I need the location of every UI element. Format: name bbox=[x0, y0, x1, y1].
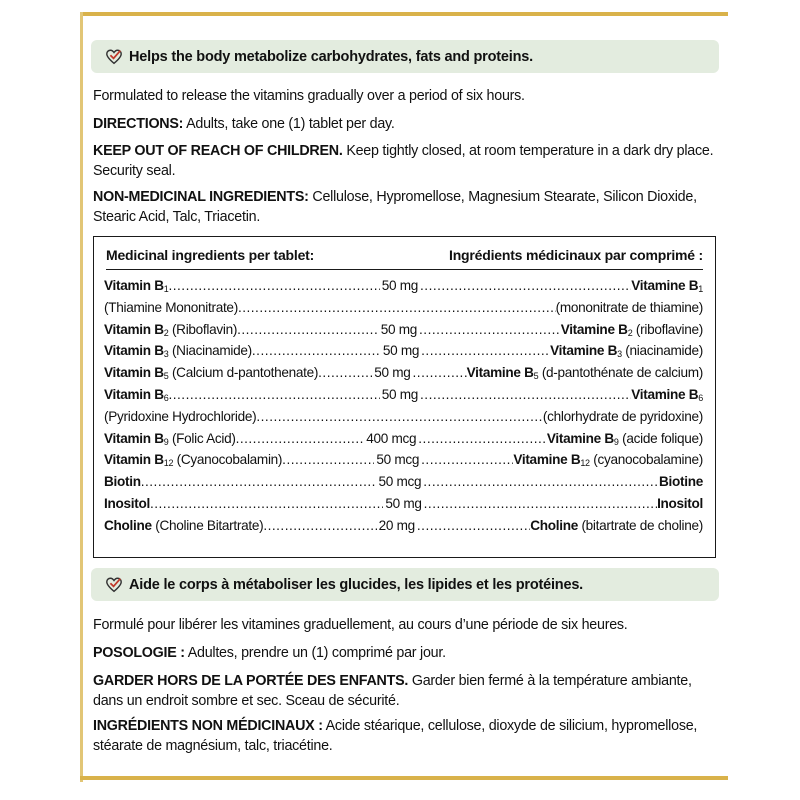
leader-dots bbox=[413, 365, 467, 380]
leader-dots bbox=[168, 278, 379, 293]
ingredient-fr bbox=[467, 365, 703, 380]
directions-label: DIRECTIONS: bbox=[93, 116, 184, 132]
leader-dots bbox=[421, 343, 550, 358]
ingredient-source-en: (Calcium d-pantothenate) bbox=[168, 365, 319, 381]
table-row bbox=[104, 518, 703, 533]
ingredient-en bbox=[104, 387, 168, 402]
subscript: 9 bbox=[613, 436, 619, 447]
ingredient-source-en: (Choline Bitartrate) bbox=[151, 517, 264, 533]
table-header-en: Medicinal ingredients per tablet: bbox=[106, 247, 315, 263]
check-heart-icon bbox=[105, 48, 123, 66]
table-header-fr: Ingrédients médicinaux par comprimé : bbox=[449, 247, 703, 263]
leader-dots bbox=[424, 496, 657, 511]
subscript: 2 bbox=[627, 327, 633, 338]
dose-amount: 50 mg bbox=[380, 321, 418, 337]
check-heart-icon bbox=[105, 576, 123, 594]
ingredient-source-fr: (riboflavine) bbox=[632, 321, 704, 337]
directions-text: Adults, take one (1) tablet per day. bbox=[183, 116, 395, 132]
posologie-fr bbox=[93, 643, 718, 663]
leader-dots bbox=[252, 343, 381, 358]
ingredient-en bbox=[104, 452, 282, 467]
leader-dots bbox=[318, 365, 372, 380]
ingredient-name-en: Vitamin B bbox=[104, 430, 164, 446]
leader-dots bbox=[282, 452, 374, 467]
ingredient-source-fr: (acide folique) bbox=[618, 430, 704, 446]
table-row bbox=[104, 474, 703, 489]
ingredient-fr bbox=[547, 431, 703, 446]
ingredient-source-fr: (mononitrate de thiamine) bbox=[555, 299, 703, 315]
ingredient-fr bbox=[530, 518, 703, 533]
leader-dots bbox=[420, 278, 631, 293]
dose-amount: 50 mg bbox=[374, 365, 411, 381]
subscript: 6 bbox=[163, 393, 169, 403]
ingredient-name-en: Inositol bbox=[104, 496, 150, 511]
ingredient-name-en: Vitamin B bbox=[104, 452, 164, 468]
subscript: 6 bbox=[698, 393, 704, 403]
ingredient-en bbox=[104, 409, 256, 424]
frame-top-border bbox=[80, 12, 728, 16]
ingredient-source-en: (Pyridoxine Hydrochloride) bbox=[104, 408, 257, 424]
ingredient-en bbox=[104, 518, 263, 533]
table-row bbox=[104, 278, 703, 293]
leader-dots bbox=[420, 387, 631, 402]
ingredient-name-en: Vitamin B bbox=[104, 365, 164, 381]
ingredient-source-fr: (niacinamide) bbox=[621, 343, 704, 359]
ingredient-name-en: Choline bbox=[104, 517, 152, 533]
leader-dots bbox=[418, 431, 547, 446]
banner-text-en: Helps the body metabolize carbohydrates, fats and proteins. bbox=[129, 48, 533, 65]
ingredient-name-fr: Biotine bbox=[659, 474, 703, 490]
subscript: 3 bbox=[617, 349, 622, 360]
ingredient-en bbox=[104, 322, 237, 337]
keep-out-text: Keep tightly closed, at room temperature in a dark dry place. Security seal. bbox=[93, 143, 714, 179]
ingredient-source-fr: (bitartrate de choline) bbox=[577, 517, 703, 533]
ingredient-source-en: (Cyanocobalamin) bbox=[173, 452, 283, 468]
leader-dots bbox=[417, 518, 530, 533]
frame-left-border bbox=[80, 12, 83, 782]
benefit-banner-en bbox=[91, 40, 719, 73]
dose-amount: 50 mg bbox=[382, 343, 420, 359]
nonmedicinal-en bbox=[93, 187, 718, 227]
leader-dots bbox=[141, 474, 377, 489]
ingredient-fr bbox=[513, 452, 703, 467]
ingredient-name-fr: Choline bbox=[530, 517, 578, 533]
ingredient-fr bbox=[657, 496, 703, 511]
subscript: 9 bbox=[163, 436, 169, 447]
dose-amount: 50 mcg bbox=[378, 474, 422, 490]
dose-amount: 50 mg bbox=[385, 496, 422, 511]
table-row bbox=[104, 431, 703, 446]
ingredient-source-en: (Thiamine Mononitrate) bbox=[104, 299, 238, 315]
subscript: 12 bbox=[580, 458, 590, 469]
nonmedicinal-label-fr: INGRÉDIENTS NON MÉDICINAUX : bbox=[93, 718, 323, 734]
table-row bbox=[104, 452, 703, 467]
ingredient-en bbox=[104, 474, 141, 489]
table-header bbox=[106, 247, 703, 263]
ingredient-fr bbox=[543, 409, 703, 424]
ingredient-fr bbox=[556, 300, 703, 315]
keep-out-text-fr: Garder bien fermé à la température ambiante, dans un endroit sombre et sec. Sceau de sécurité. bbox=[93, 673, 692, 709]
ingredient-name-fr: Vitamine B bbox=[513, 452, 581, 468]
ingredient-name-fr: Vitamine B bbox=[546, 430, 614, 446]
posologie-text: Adultes, prendre un (1) comprimé par jour. bbox=[184, 645, 446, 661]
ingredient-en bbox=[104, 365, 318, 380]
ingredient-source-fr: (cyanocobalamine) bbox=[589, 452, 703, 468]
leader-dots bbox=[168, 387, 379, 402]
ingredient-name-fr: Vitamine B bbox=[631, 278, 699, 293]
ingredient-source-fr: (d-pantothénate de calcium) bbox=[538, 365, 703, 381]
subscript: 2 bbox=[163, 327, 169, 338]
dose-amount: 50 mg bbox=[381, 278, 419, 293]
dose-amount: 20 mg bbox=[378, 517, 415, 533]
nonmedicinal-text-fr: Acide stéarique, cellulose, dioxyde de silicium, hypromellose, stéarate de magnésium, talc, triacétine. bbox=[93, 718, 698, 754]
ingredient-fr bbox=[631, 387, 703, 402]
ingredient-en bbox=[104, 496, 150, 511]
subscript: 1 bbox=[698, 284, 704, 294]
keep-out-en bbox=[93, 141, 718, 181]
keep-out-fr bbox=[93, 671, 718, 711]
release-text-en: Formulated to release the vitamins gradually over a period of six hours. bbox=[93, 88, 525, 104]
ingredient-en bbox=[104, 343, 252, 358]
leader-dots bbox=[423, 474, 659, 489]
subscript: 12 bbox=[163, 458, 174, 469]
ingredient-name-fr: Vitamine B bbox=[560, 321, 628, 337]
subscript: 3 bbox=[163, 349, 169, 360]
subscript: 5 bbox=[163, 371, 169, 382]
ingredient-source-fr: (chlorhydrate de pyridoxine) bbox=[542, 408, 703, 424]
ingredient-fr bbox=[550, 343, 703, 358]
release-text-fr: Formulé pour libérer les vitamines graduellement, au cours d’une période de six heures. bbox=[93, 617, 628, 633]
leader-dots bbox=[256, 409, 543, 424]
ingredient-name-en: Vitamin B bbox=[104, 278, 164, 293]
table-row bbox=[104, 300, 703, 315]
ingredient-source-en: (Riboflavin) bbox=[168, 321, 238, 337]
benefit-banner-fr bbox=[91, 568, 719, 601]
subscript: 1 bbox=[163, 284, 169, 294]
nonmedicinal-label: NON-MEDICINAL INGREDIENTS: bbox=[93, 189, 309, 205]
nonmedicinal-text: Cellulose, Hypromellose, Magnesium Stearate, Silicon Dioxide, Stearic Acid, Talc, Triacetin. bbox=[93, 189, 697, 225]
ingredient-name-en: Vitamin B bbox=[104, 321, 164, 337]
ingredient-name-fr: Vitamine B bbox=[466, 365, 534, 381]
table-row bbox=[104, 496, 703, 511]
dose-amount: 50 mg bbox=[381, 387, 419, 402]
ingredient-en bbox=[104, 300, 238, 315]
table-row bbox=[104, 387, 703, 402]
leader-dots bbox=[236, 431, 365, 446]
banner-text-fr: Aide le corps à métaboliser les glucides, les lipides et les protéines. bbox=[129, 576, 584, 593]
subscript: 5 bbox=[533, 371, 539, 382]
leader-dots bbox=[237, 322, 379, 337]
dose-amount: 400 mcg bbox=[366, 430, 417, 446]
leader-dots bbox=[421, 452, 513, 467]
leader-dots bbox=[419, 322, 561, 337]
leader-dots bbox=[238, 300, 556, 315]
posologie-label: POSOLOGIE : bbox=[93, 645, 185, 661]
ingredient-name-fr: Vitamine B bbox=[631, 387, 699, 402]
ingredient-en bbox=[104, 278, 168, 293]
ingredient-name-fr: Inositol bbox=[657, 496, 703, 511]
dose-amount: 50 mcg bbox=[376, 452, 420, 468]
ingredient-name-fr: Vitamine B bbox=[550, 343, 618, 359]
ingredient-fr bbox=[659, 474, 703, 489]
table-row bbox=[104, 343, 703, 358]
ingredient-source-en: (Folic Acid) bbox=[168, 430, 236, 446]
ingredient-fr bbox=[561, 322, 703, 337]
leader-dots bbox=[263, 518, 376, 533]
ingredient-en bbox=[104, 431, 236, 446]
nonmedicinal-fr bbox=[93, 716, 718, 756]
ingredient-name-en: Vitamin B bbox=[104, 387, 164, 402]
ingredient-name-en: Biotin bbox=[104, 474, 141, 490]
table-row bbox=[104, 322, 703, 337]
table-header-rule bbox=[106, 269, 703, 270]
keep-out-label-fr: GARDER HORS DE LA PORTÉE DES ENFANTS. bbox=[93, 673, 409, 689]
directions-en bbox=[93, 114, 718, 134]
ingredient-fr bbox=[631, 278, 703, 293]
medicinal-ingredients-table bbox=[93, 236, 716, 558]
table-row bbox=[104, 409, 703, 424]
ingredient-source-en: (Niacinamide) bbox=[168, 343, 252, 359]
frame-bottom-border bbox=[80, 776, 728, 780]
ingredient-name-en: Vitamin B bbox=[104, 343, 164, 359]
leader-dots bbox=[150, 496, 383, 511]
keep-out-label: KEEP OUT OF REACH OF CHILDREN. bbox=[93, 143, 343, 159]
table-row bbox=[104, 365, 703, 380]
